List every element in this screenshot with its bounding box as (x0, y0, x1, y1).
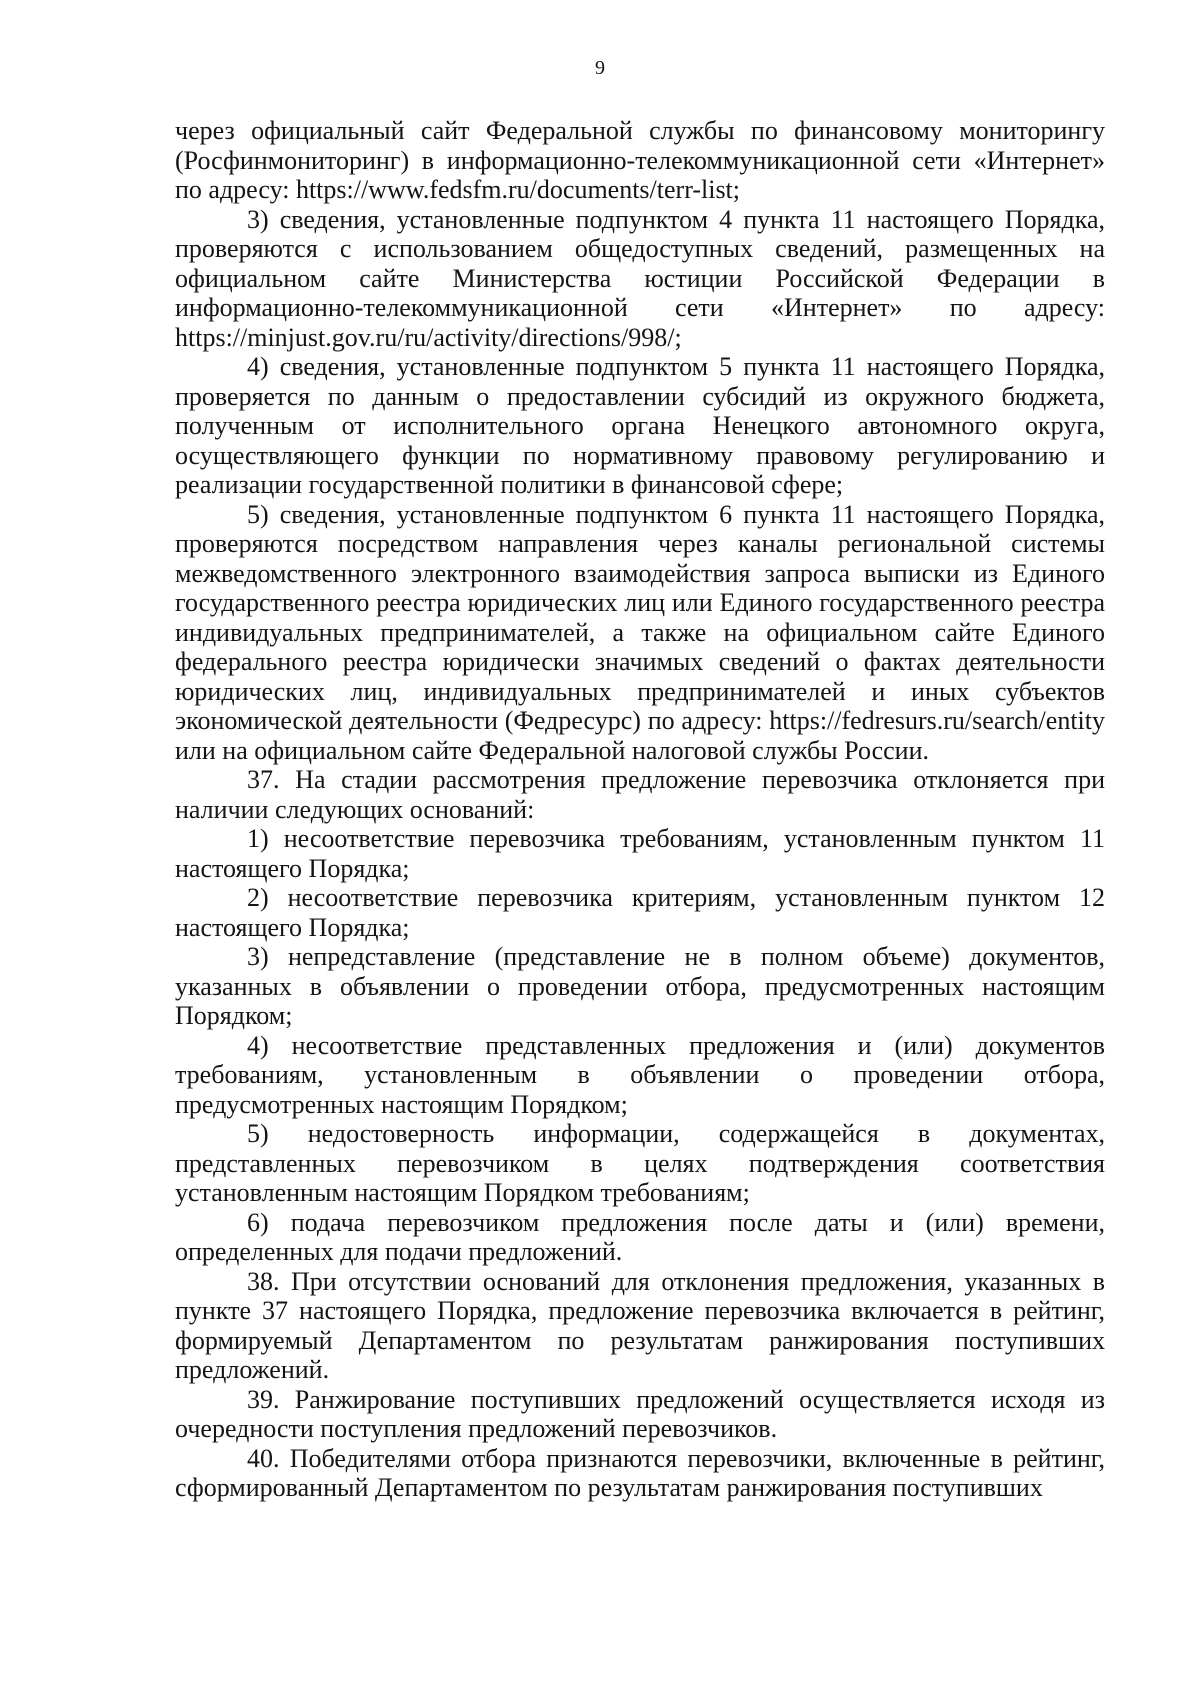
paragraph: 3) сведения, установленные подпунктом 4 пункта 11 настоящего Порядка, проверяются с использованием общедоступных сведений, размещенных на официальном сайте Министерства юстиции Российской Федерации в информационно-телекоммуникационной сети «Интернет» по адресу: https://minjust.gov.ru/ru/activity/directions/998/; (175, 204, 1105, 352)
paragraph: 4) несоответствие представленных предложения и (или) документов требованиям, установленным в объявлении о проведении отбора, предусмотренных настоящим Порядком; (175, 1030, 1105, 1119)
paragraph: 5) недостоверность информации, содержащейся в документах, представленных перевозчиком в целях подтверждения соответствия установленным настоящим Порядком требованиям; (175, 1119, 1105, 1207)
paragraph: 6) подача перевозчиком предложения после даты и (или) времени, определенных для подачи предложений. (175, 1207, 1105, 1266)
paragraph: 39. Ранжирование поступивших предложений осуществляется исходя из очередности поступления предложений перевозчиков. (175, 1384, 1105, 1443)
paragraph: 1) несоответствие перевозчика требованиям, установленным пунктом 11 настоящего Порядка; (175, 824, 1105, 883)
paragraph: 2) несоответствие перевозчика критериям, установленным пунктом 12 настоящего Порядка; (175, 883, 1105, 942)
paragraph: 40. Победителями отбора признаются перевозчики, включенные в рейтинг, сформированный Департаментом по результатам ранжирования поступивших (175, 1443, 1105, 1502)
paragraph: через официальный сайт Федеральной службы по финансовому мониторингу (Росфинмониторинг) в информационно-телекоммуникационной сети «Интернет» по адресу: https://www.fedsfm.ru/documents/terr-list; (175, 116, 1105, 204)
paragraph: 37. На стадии рассмотрения предложение перевозчика отклоняется при наличии следующих оснований: (175, 765, 1105, 824)
paragraph: 5) сведения, установленные подпунктом 6 пункта 11 настоящего Порядка, проверяются посредством направления через каналы региональной системы межведомственного электронного взаимодействия запроса выписки из Единого государственного реестра юридических лиц или Единого государственного реестра индивидуальных предпринимателей, а также на официальном сайте Единого федерального реестра юридически значимых сведений о фактах деятельности юридических лиц, индивидуальных предпринимателей и иных субъектов экономической деятельности (Федресурс) по адресу: https://fedresurs.ru/search/entity или на официальном сайте Федеральной налоговой службы России. (175, 499, 1105, 765)
page-number: 9 (595, 57, 605, 79)
paragraph: 38. При отсутствии оснований для отклонения предложения, указанных в пункте 37 настоящего Порядка, предложение перевозчика включается в рейтинг, формируемый Департаментом по результатам ранжирования поступивших предложений. (175, 1266, 1105, 1384)
paragraph: 4) сведения, установленные подпунктом 5 пункта 11 настоящего Порядка, проверяется по данным о предоставлении субсидий из окружного бюджета, полученным от исполнительного органа Ненецкого автономного округа, осуществляющего функции по нормативному правовому регулированию и реализации государственной политики в финансовой сфере; (175, 352, 1105, 499)
document-body (175, 116, 1105, 1503)
paragraph: 3) непредставление (представление не в полном объеме) документов, указанных в объявлении о проведении отбора, предусмотренных настоящим Порядком; (175, 942, 1105, 1030)
